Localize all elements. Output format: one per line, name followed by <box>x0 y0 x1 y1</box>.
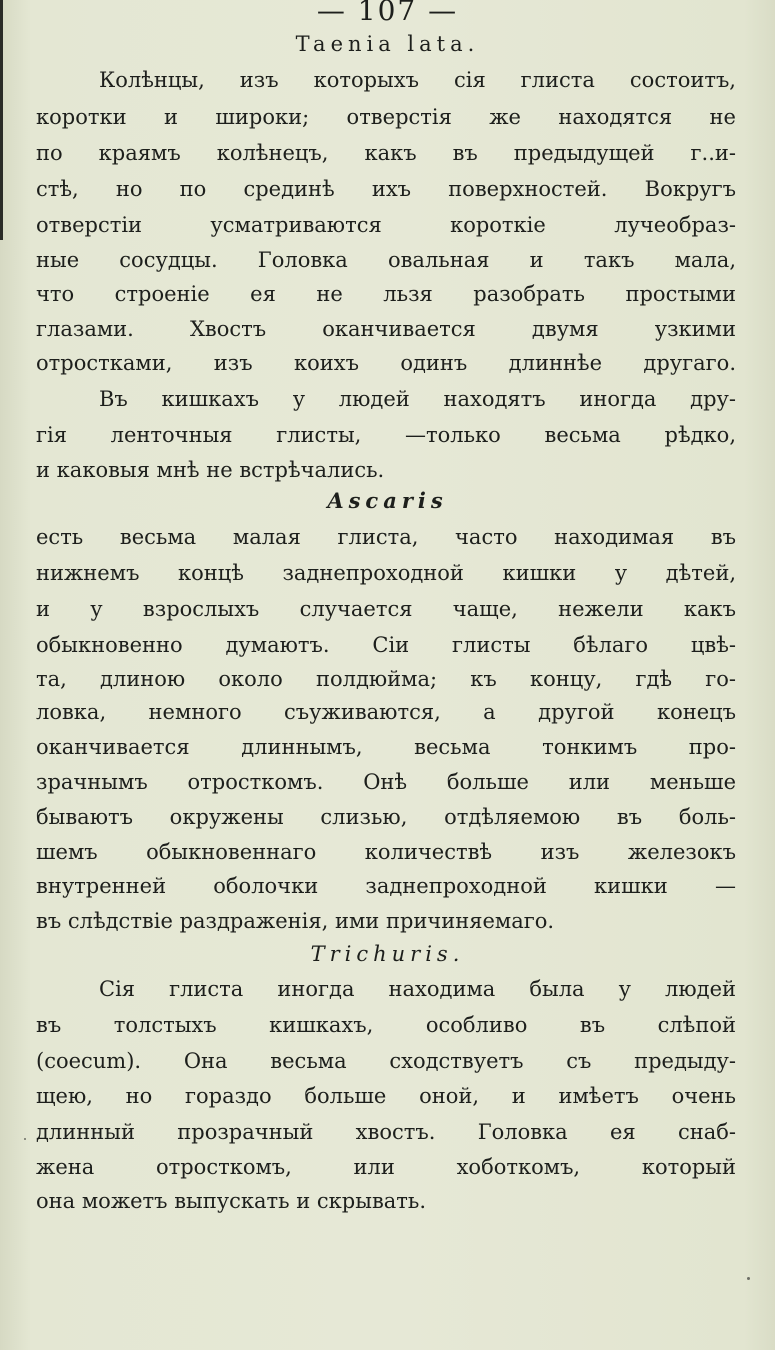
text-line: въ слѣдствіе раздраженія, ими причиняемаго. <box>36 909 555 933</box>
text-line: Колѣнцы, изъ которыхъ сія глиста состоитъ, <box>99 68 736 92</box>
text-line: оканчивается длиннымъ, весьма тонкимъ про- <box>36 735 736 759</box>
text-line: что строеніе ея не льзя разобрать простыми <box>36 282 736 306</box>
text-line: (coecum). Она весьма сходствуетъ съ предыду- <box>36 1049 736 1073</box>
text-line: обыкновенно думаютъ. Сіи глисты бѣлаго цвѣ- <box>36 633 736 657</box>
text-line: глазами. Хвостъ оканчивается двумя узкими <box>36 317 736 341</box>
text-line: шемъ обыкновеннаго количествѣ изъ железокъ <box>36 840 736 864</box>
text-line: есть весьма малая глиста, часто находимая въ <box>36 525 736 549</box>
text-line: по краямъ колѣнецъ, какъ въ предыдущей г..и- <box>36 141 736 165</box>
section-heading-trichuris: Trichuris. <box>310 942 465 966</box>
text-line: стѣ, но по срединѣ ихъ поверхностей. Вокругъ <box>36 177 736 201</box>
text-line: зрачнымъ отросткомъ. Онѣ больше или меньше <box>36 770 736 794</box>
text-line: бываютъ окружены слизью, отдѣляемою въ боль- <box>36 805 736 829</box>
text-line: отростками, изъ коихъ одинъ длиннѣе другаго. <box>36 351 736 375</box>
text-line: внутренней оболочки заднепроходной кишки — <box>36 874 736 898</box>
text-line: щею, но гораздо больше оной, и имѣетъ очень <box>36 1084 736 1108</box>
section-heading-ascaris: Ascaris <box>327 488 448 513</box>
section-heading-taenia-lata: Taenia lata. <box>295 32 480 56</box>
page-number: — 107 — <box>316 0 459 27</box>
text-line: и каковыя мнѣ не встрѣчались. <box>36 458 385 482</box>
text-line: коротки и широки; отверстія же находятся не <box>36 105 736 129</box>
text-line: длинный прозрачный хвостъ. Головка ея снаб- <box>36 1120 736 1144</box>
text-line: Сія глиста иногда находима была у людей <box>99 977 736 1001</box>
text-line: нижнемъ концѣ заднепроходной кишки у дѣтей, <box>36 561 736 585</box>
text-line: Въ кишкахъ у людей находятъ иногда дру- <box>99 387 736 411</box>
paper-speck <box>24 1138 26 1140</box>
text-line: и у взрослыхъ случается чаще, нежели какъ <box>36 597 736 621</box>
text-line: она можетъ выпускать и скрывать. <box>36 1189 427 1213</box>
text-line: ловка, немного съуживаются, а другой конецъ <box>36 700 736 724</box>
paper-speck <box>747 1277 750 1280</box>
text-line: ные сосудцы. Головка овальная и такъ мала, <box>36 248 736 272</box>
text-line: гія ленточныя глисты, —только весьма рѣдко, <box>36 423 736 447</box>
text-line: жена отросткомъ, или хоботкомъ, который <box>36 1155 736 1179</box>
text-line: въ толстыхъ кишкахъ, особливо въ слѣпой <box>36 1013 736 1037</box>
text-line: та, длиною около полдюйма; къ концу, гдѣ го- <box>36 667 736 691</box>
text-line: отверстіи усматриваются короткіе лучеобраз- <box>36 213 736 237</box>
